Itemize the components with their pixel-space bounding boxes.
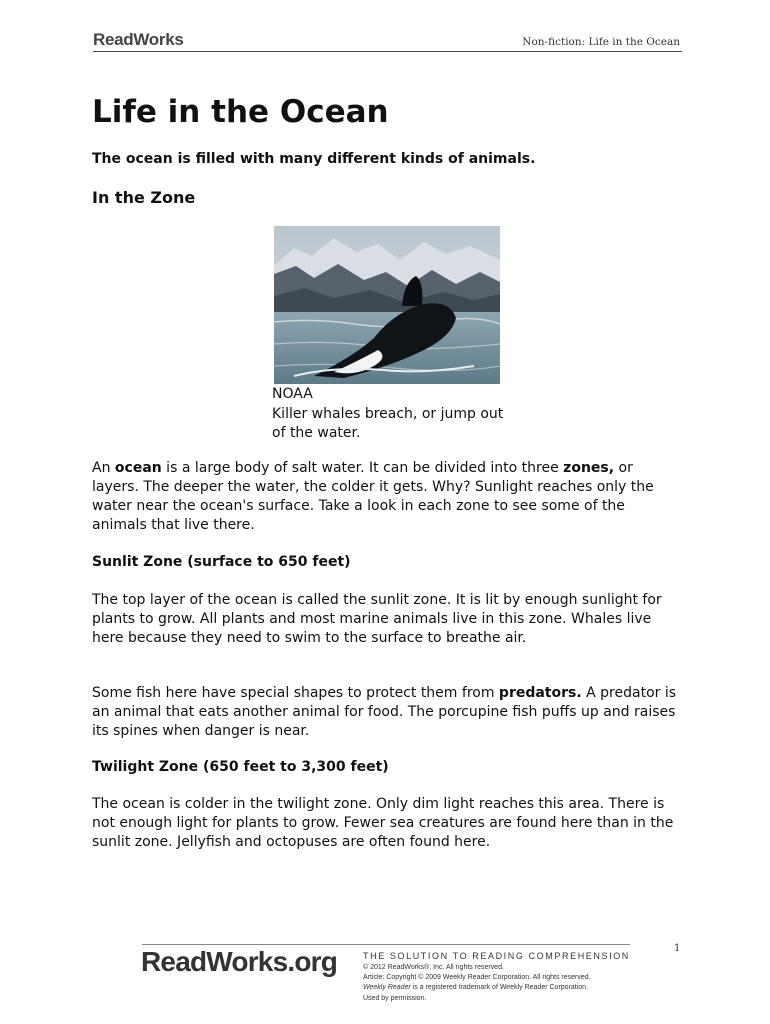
footer-logo: ReadWorks.org [141,946,338,977]
footer-tagline: THE SOLUTION TO READING COMPREHENSION [363,951,630,961]
killer-whale-photo [274,226,500,384]
footer-legal [363,963,591,1004]
sunlit-paragraph-1: The top layer of the ocean is called the sunlit zone. It is lit by enough sunlight for plants to grow. All plants and most marine animals live in this zone. Whales live here because they need to swim to the surface to breathe air. [92,592,662,646]
twilight-zone-heading: Twilight Zone (650 feet to 3,300 feet) [92,759,389,775]
intro-text-1: An [92,460,115,476]
header-label: Non-fiction: Life in the Ocean [522,36,680,48]
twilight-paragraph-1: The ocean is colder in the twilight zone. Only dim light reaches this area. There is not enough light for plants to grow. Fewer sea creatures are found here than in the sunlit zone. Jellyfish and octopuses are often found here. [92,796,674,850]
intro-text-3: or layers. The deeper the water, the colder it gets. Why? Sunlight reaches only the water near the ocean's surface. Take a look in each zone to see some of the animals that live there. [92,460,654,533]
photo-illustration [274,226,500,384]
sunlit-zone-heading: Sunlit Zone (surface to 650 feet) [92,554,351,570]
sunlit-text-1: Some fish here have special shapes to protect them from [92,685,499,701]
sunlit-paragraph-2 [92,684,682,741]
footer-copyright: © 2012 ReadWorks®, Inc. All rights reserved. [363,964,504,971]
footer-divider [142,944,630,945]
term-zones: zones, [563,460,615,476]
photo-credit: NOAA [272,386,313,402]
term-predators: predators. [498,685,582,701]
article-subtitle: The ocean is filled with many different kinds of animals. [92,151,536,167]
footer-article-copyright: Article: Copyright © 2009 Weekly Reader Corporation. All rights reserved. [363,974,591,982]
photo-caption: Killer whales breach, or jump out of the water. [272,405,504,441]
header-divider [93,51,682,52]
photo-caption-block [272,385,512,444]
intro-text-2: is a large body of salt water. It can be divided into three [161,460,564,476]
term-ocean: ocean [114,460,162,476]
footer-trademark [363,983,591,993]
section-heading: In the Zone [92,188,196,207]
footer-trademark-name: Weekly Reader [363,984,411,992]
readworks-logo: ReadWorks [93,30,184,49]
footer-trademark-rest: is a registered trademark of Weekly Reader Corporation. [410,984,589,992]
article-title: Life in the Ocean [92,94,389,130]
page-number: 1 [674,943,681,954]
footer-permission: Used by permission. [363,994,427,1002]
intro-paragraph [92,459,682,535]
sunlit-text-2: A predator is an animal that eats another animal for food. The porcupine fish puffs up and raises its spines when danger is near. [92,685,677,739]
